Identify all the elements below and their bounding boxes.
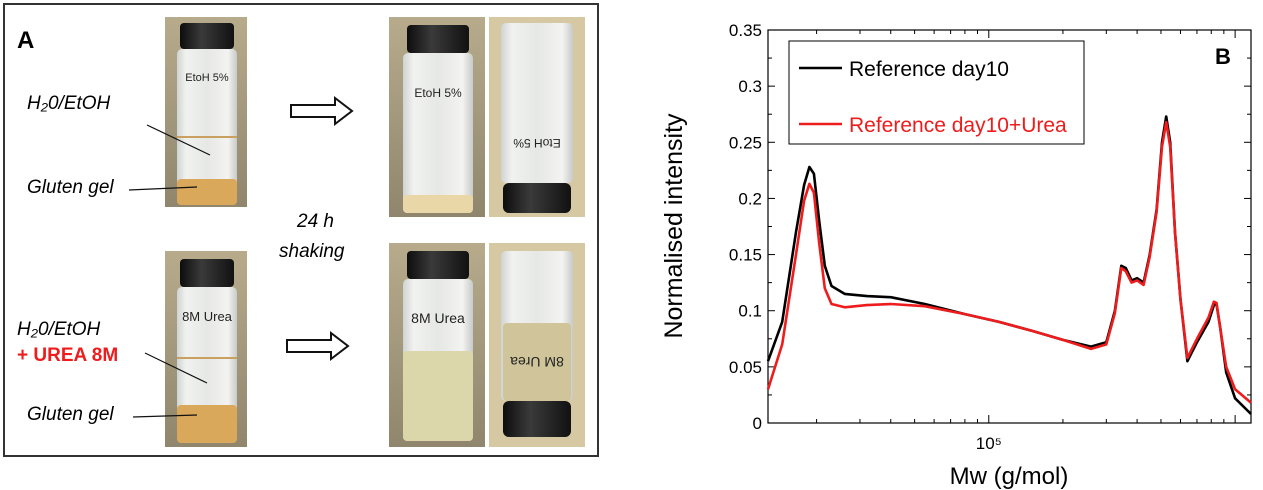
process-line-1: 24 h — [297, 211, 334, 232]
vial-cap — [503, 401, 571, 437]
vial-handwriting: 8M Urea — [510, 354, 564, 370]
y-axis-title: Normalised intensity — [660, 113, 688, 339]
vial-top-inverted — [489, 17, 585, 217]
vial-cap — [503, 183, 571, 213]
vial-handwriting: EtoH 5% — [185, 72, 229, 84]
vial-cap — [180, 259, 234, 287]
x-tick-label: 10⁵ — [975, 434, 1002, 453]
vial-handwriting: 8M Urea — [411, 310, 465, 326]
vial-bottom-after — [389, 243, 485, 447]
vial-top-before — [165, 17, 247, 207]
vial-bottom-inverted — [489, 243, 585, 447]
vial-handwriting: EtoH 5% — [414, 86, 462, 100]
y-tick-label: 0.2 — [738, 189, 762, 209]
solvent-label-top: H₂0/EtOH — [27, 93, 111, 114]
y-tick-label: 0 — [752, 414, 762, 433]
vial-top-after — [389, 17, 485, 217]
vial-handwriting: 8M Urea — [182, 309, 232, 324]
legend-label-urea: Reference day10+Urea — [849, 114, 1067, 137]
panel-b-chart — [620, 0, 1263, 490]
arrow-top — [291, 98, 352, 124]
panel-a-photo-figure — [3, 3, 599, 457]
urea-label: + UREA 8M — [17, 345, 119, 366]
y-tick-label: 0.3 — [738, 77, 762, 97]
gluten-gel — [177, 405, 237, 443]
vial-bottom-before — [165, 251, 247, 447]
legend — [789, 41, 1084, 144]
legend-label-reference: Reference day10 — [849, 58, 1009, 81]
solvent-label-bottom: H₂0/EtOH — [17, 319, 101, 340]
gluten-gel — [177, 179, 237, 205]
vial-handwriting: EtoH 5% — [513, 136, 561, 150]
vial-cap — [180, 23, 234, 49]
x-axis-title: Mw (g/mol) — [949, 463, 1069, 490]
vial-cap — [407, 251, 469, 279]
y-tick-label: 0.25 — [728, 133, 762, 153]
gel-label-bottom: Gluten gel — [27, 404, 114, 425]
panel-b-label: B — [1215, 44, 1231, 69]
gel-label-top: Gluten gel — [27, 177, 114, 198]
vial-cap — [407, 25, 469, 53]
y-tick-label: 0.05 — [728, 357, 762, 377]
process-line-2: shaking — [279, 241, 345, 262]
panel-a-label: A — [17, 27, 35, 54]
arrow-bottom — [287, 333, 348, 359]
y-tick-label: 0.35 — [728, 21, 762, 40]
y-tick-label: 0.15 — [728, 245, 762, 265]
y-tick-label: 0.1 — [738, 301, 762, 321]
